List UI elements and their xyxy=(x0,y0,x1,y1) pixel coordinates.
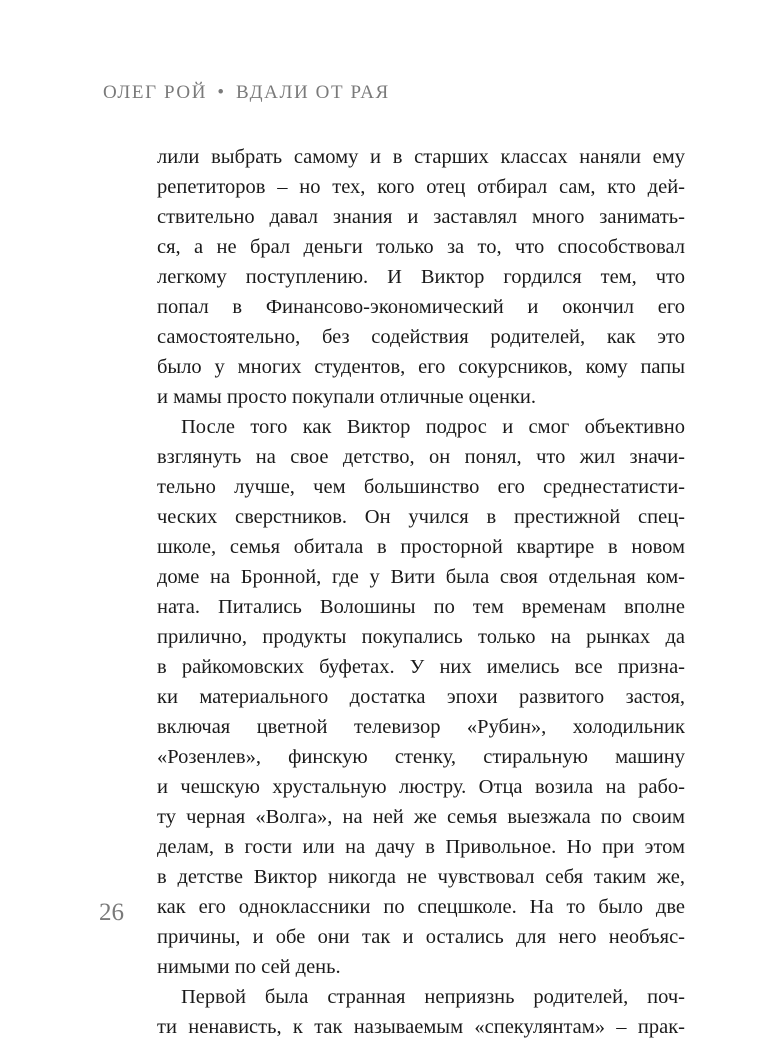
running-head xyxy=(103,82,390,104)
text-line: ти ненависть, к так называемым «спекулянтам» – прак- xyxy=(157,1016,685,1038)
running-head-title: ВДАЛИ ОТ РАЯ xyxy=(236,82,390,103)
text-line: ната. Питались Волошины по тем временам вполне xyxy=(157,596,685,618)
text-line: ки материального достатка эпохи развитого застоя, xyxy=(157,686,685,708)
text-line: тельно лучше, чем большинство его среднестатисти- xyxy=(157,476,685,498)
text-line: ту черная «Волга», на ней же семья выезжала по своим xyxy=(157,806,685,828)
text-line: школе, семья обитала в просторной квартире в новом xyxy=(157,536,685,558)
text-line: причины, и обе они так и остались для него необъяс- xyxy=(157,926,685,948)
text-line: прилично, продукты покупались только на рынках да xyxy=(157,626,685,648)
page-number: 26 xyxy=(99,899,124,926)
text-line: ся, а не брал деньги только за то, что способствовал xyxy=(157,236,685,258)
text-line: как его одноклассники по спецшколе. На то было две xyxy=(157,896,685,918)
text-line: доме на Бронной, где у Вити была своя отдельная ком- xyxy=(157,566,685,588)
text-line: нимыми по сей день. xyxy=(157,956,341,978)
text-line: и мамы просто покупали отличные оценки. xyxy=(157,386,537,408)
text-line: самостоятельно, без содействия родителей, как это xyxy=(157,326,685,348)
text-line: «Розенлев», финскую стенку, стиральную машину xyxy=(157,746,685,768)
text-line: ческих сверстников. Он учился в престижной спец- xyxy=(157,506,685,528)
text-line: в детстве Виктор никогда не чувствовал себя таким же, xyxy=(157,866,685,888)
running-head-separator: • xyxy=(217,82,226,103)
text-line: делам, в гости или на дачу в Привольное. Но при этом xyxy=(157,836,685,858)
text-line: и чешскую хрустальную люстру. Отца возила на рабо- xyxy=(157,776,685,798)
text-line: ствительно давал знания и заставлял много занимать- xyxy=(157,206,685,228)
body-text xyxy=(157,142,685,1042)
text-line: Первой была странная неприязнь родителей, поч- xyxy=(181,986,685,1008)
text-line: взглянуть на свое детство, он понял, что жил значи- xyxy=(157,446,685,468)
text-line: было у многих студентов, его сокурсников, кому папы xyxy=(157,356,685,378)
text-line: попал в Финансово-экономический и окончил его xyxy=(157,296,685,318)
text-line: включая цветной телевизор «Рубин», холодильник xyxy=(157,716,685,738)
text-line: в райкомовских буфетах. У них имелись все призна- xyxy=(157,656,685,678)
text-line: лили выбрать самому и в старших классах наняли ему xyxy=(157,146,685,168)
text-line: легкому поступлению. И Виктор гордился тем, что xyxy=(157,266,685,288)
text-line: После того как Виктор подрос и смог объективно xyxy=(181,416,685,438)
running-head-author: ОЛЕГ РОЙ xyxy=(103,82,208,103)
text-line: репетиторов – но тех, кого отец отбирал сам, кто дей- xyxy=(157,176,685,198)
